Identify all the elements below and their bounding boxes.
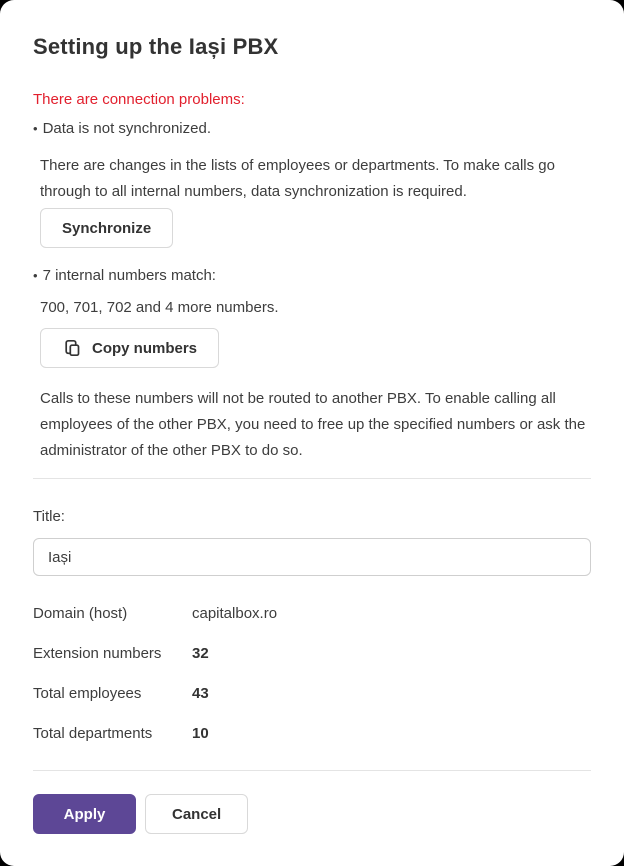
detail-label: Extension numbers [33, 645, 162, 662]
copy-numbers-label: Copy numbers [92, 339, 198, 357]
dialog-footer [33, 794, 591, 834]
detail-row-extension-numbers [33, 646, 591, 662]
bullet-data-not-synced-label: Data is not synchronized. [42, 120, 211, 137]
detail-row-total-employees [33, 686, 591, 702]
copy-numbers-button[interactable] [40, 328, 219, 368]
bullet-dot: • [33, 268, 38, 283]
detail-label: Domain (host) [33, 605, 128, 622]
routing-note: Calls to these numbers will not be routed to another PBX. To enable calling all employees of the other PBX, you need to free up the specified numbers or ask the administrator of the other PBX to do so. [40, 390, 586, 459]
cancel-button[interactable]: Cancel [145, 794, 248, 834]
detail-value: 32 [192, 645, 209, 662]
synchronize-button[interactable]: Synchronize [40, 208, 173, 248]
copy-button-row [40, 328, 591, 368]
connection-problems-heading: There are connection problems: [33, 91, 245, 108]
section-divider-top [33, 478, 591, 479]
apply-button[interactable]: Apply [33, 794, 136, 834]
section-divider-bottom [33, 770, 591, 771]
sync-button-row [40, 208, 591, 248]
detail-label: Total departments [33, 725, 153, 742]
detail-label: Total employees [33, 685, 142, 702]
detail-value: 10 [192, 725, 209, 742]
bullet-dot: • [33, 121, 38, 136]
sync-description: There are changes in the lists of employees or departments. To make calls go through to all internal numbers, data synchronization is required. [40, 157, 555, 200]
detail-row-domain [33, 606, 591, 622]
pbx-details [33, 606, 591, 742]
detail-value: 43 [192, 685, 209, 702]
page-title: Setting up the Iași PBX [33, 34, 279, 59]
bullet-data-not-synced [33, 121, 591, 137]
copy-icon [62, 338, 82, 358]
bullet-numbers-match-label: 7 internal numbers match: [42, 267, 216, 284]
bullet-numbers-match [33, 268, 591, 284]
title-field-label: Title: [33, 508, 65, 525]
title-input[interactable] [33, 538, 591, 576]
matching-numbers-text: 700, 701, 702 and 4 more numbers. [40, 299, 279, 316]
detail-row-total-departments [33, 726, 591, 742]
detail-value: capitalbox.ro [192, 605, 278, 622]
